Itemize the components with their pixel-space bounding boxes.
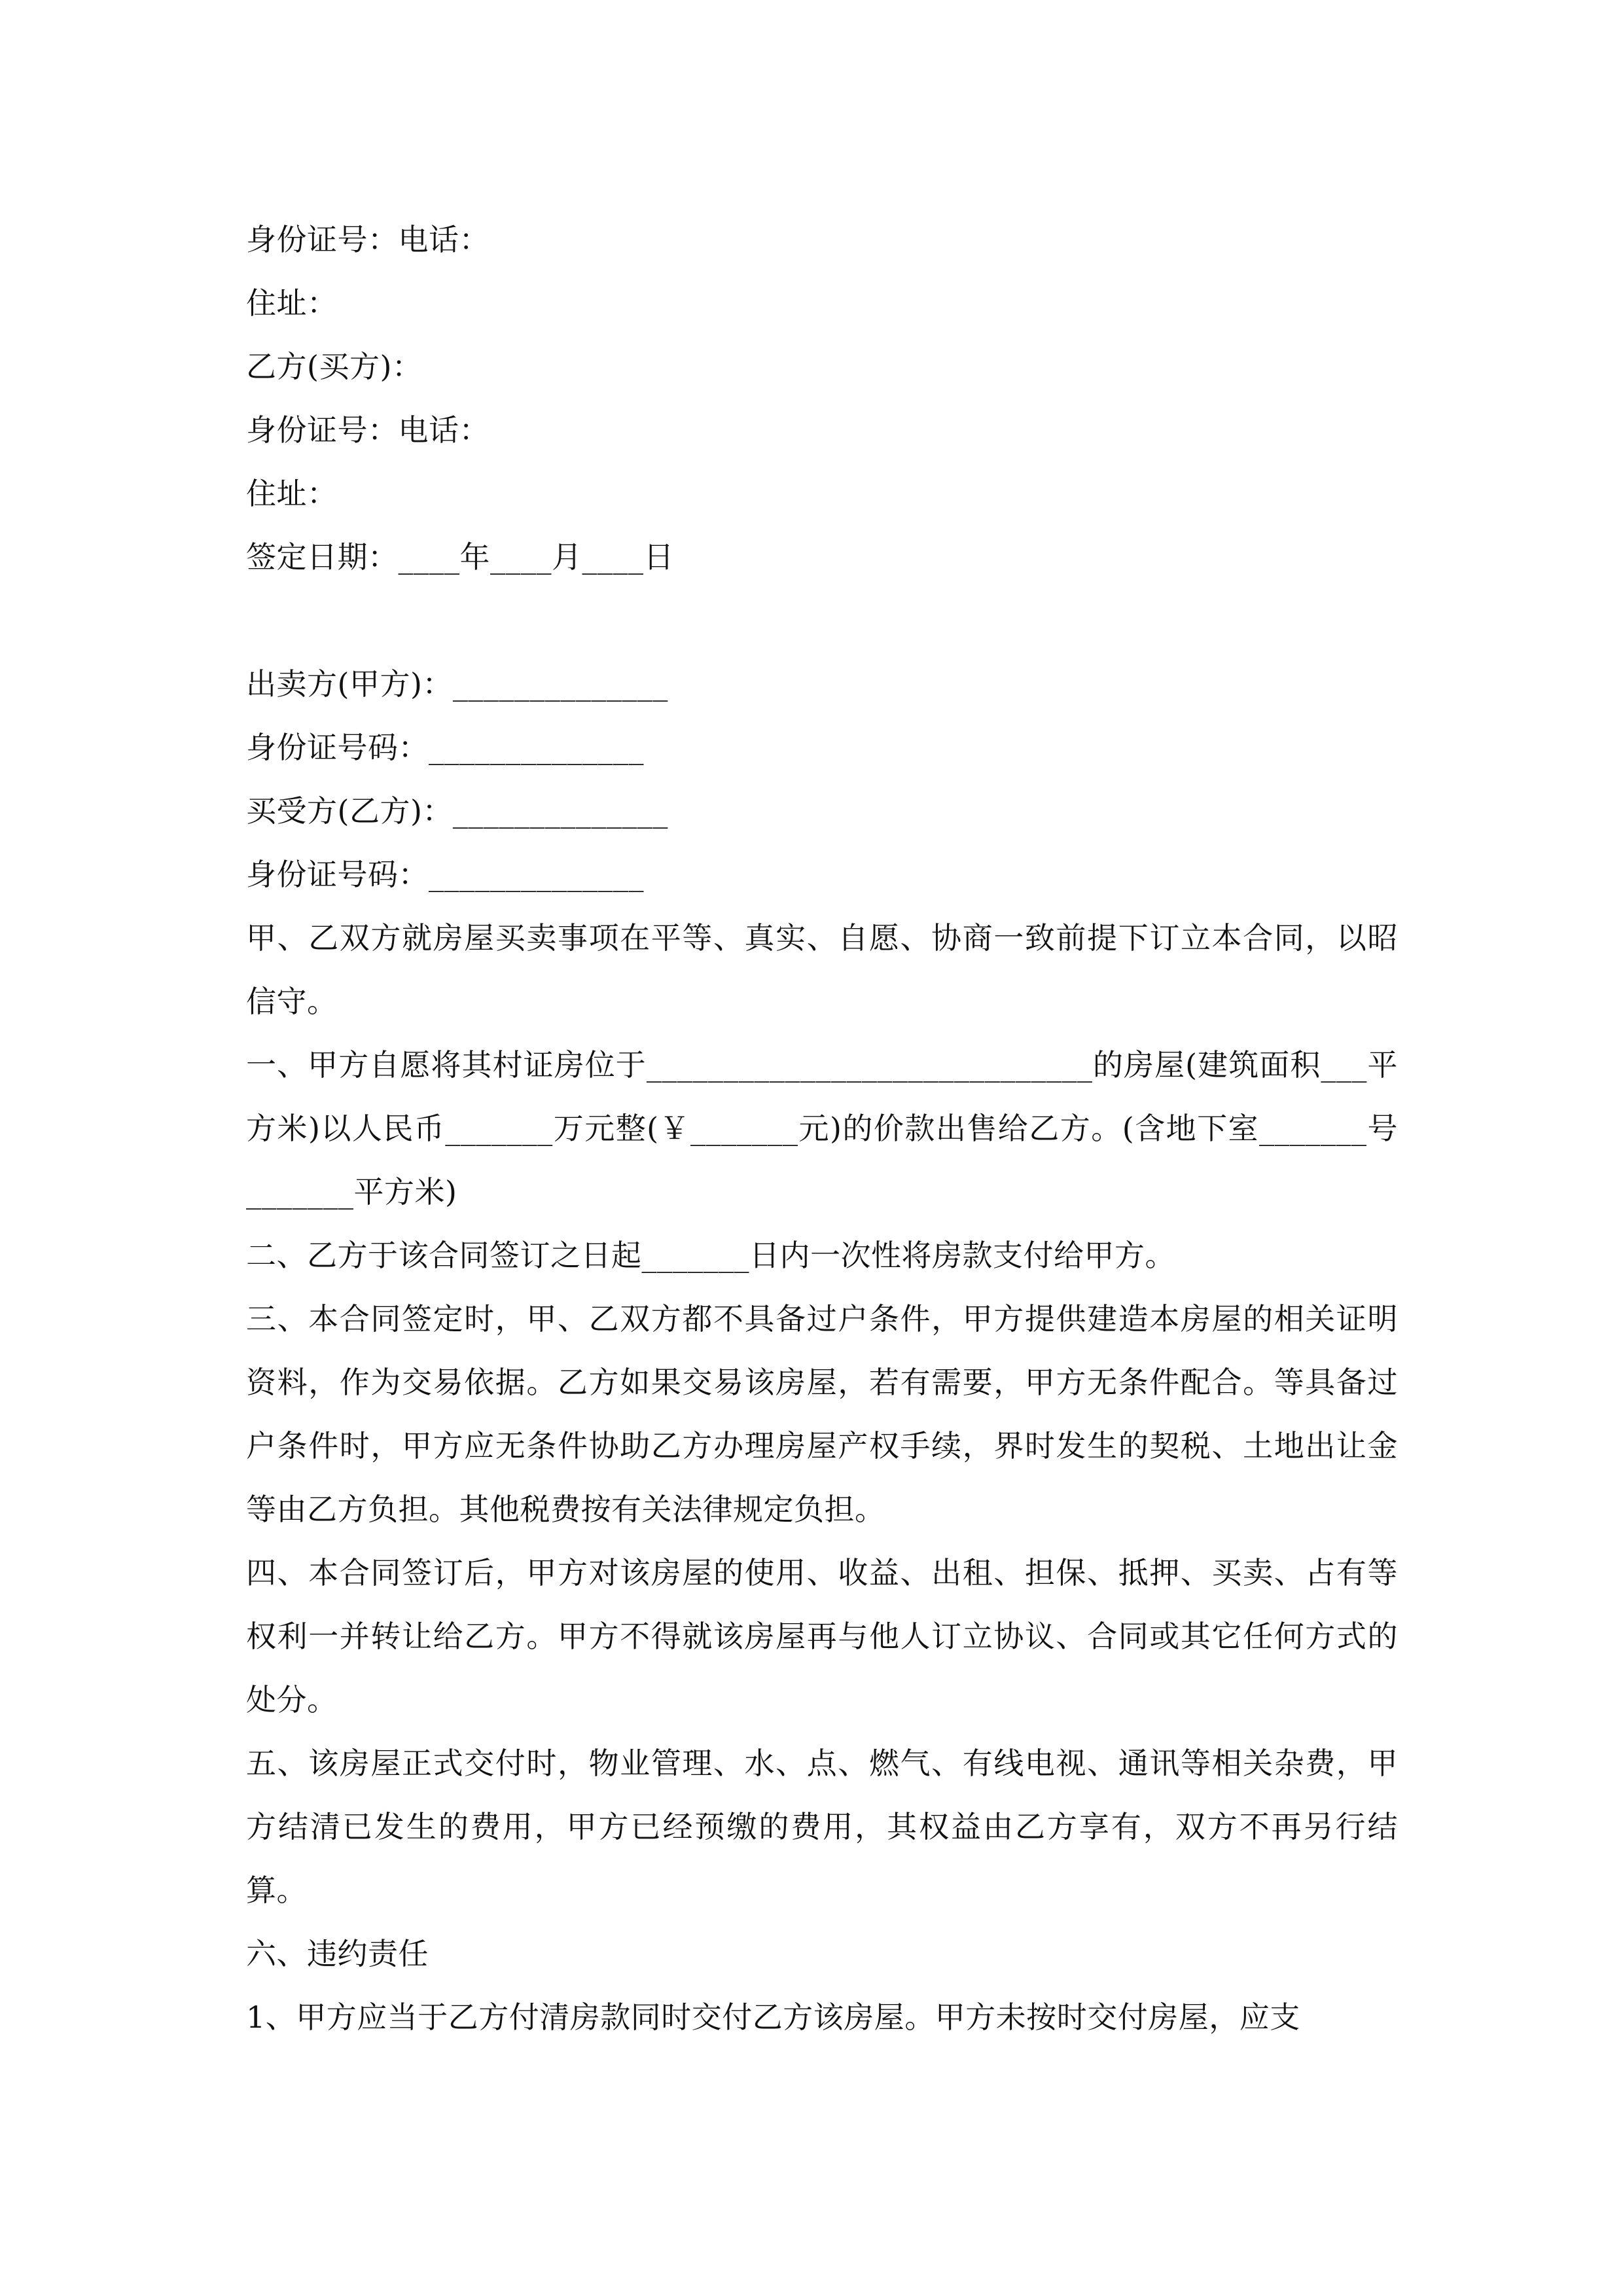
clause-2-paragraph: 二、乙方于该合同签订之日起_______日内一次性将房款支付给甲方。 bbox=[246, 1238, 1175, 1273]
clause-6-item-1-paragraph: 1、甲方应当于乙方付清房款同时交付乙方该房屋。甲方未按时交付房屋，应支 bbox=[246, 2000, 1300, 2035]
buyer-party-line: 买受方(乙方)：______________ bbox=[246, 793, 668, 829]
clause-4-paragraph: 四、本合同签订后，甲方对该房屋的使用、收益、出租、担保、抵押、买卖、占有等权利一并转让给乙方。甲方不得就该房屋再与他人订立协议、合同或其它任何方式的处分。 bbox=[246, 1555, 1398, 1717]
clause-3-paragraph: 三、本合同签定时，甲、乙双方都不具备过户条件，甲方提供建造本房屋的相关证明资料，作为交易依据。乙方如果交易该房屋，若有需要，甲方无条件配合。等具备过户条件时，甲方应无条件协助乙方办理房屋产权手续，界时发生的契税、土地出让金等由乙方负担。其他税费按有关法律规定负担。 bbox=[246, 1301, 1398, 1527]
seller-id-phone-line: 身份证号：电话： bbox=[246, 222, 490, 257]
section-gap bbox=[246, 589, 1398, 653]
seller-party-line: 出卖方(甲方)：______________ bbox=[246, 666, 668, 702]
seller-id-number-line: 身份证号码：______________ bbox=[246, 730, 644, 765]
buyer-id-number-line: 身份证号码：______________ bbox=[246, 857, 644, 892]
sign-date-line: 签定日期：____年____月____日 bbox=[246, 539, 674, 575]
buyer-address-line: 住址： bbox=[246, 476, 338, 511]
clause-5-paragraph: 五、该房屋正式交付时，物业管理、水、点、燃气、有线电视、通讯等相关杂费，甲方结清已发生的费用，甲方已经预缴的费用，其权益由乙方享有，双方不再另行结算。 bbox=[246, 1746, 1398, 1908]
clause-1-paragraph: 一、甲方自愿将其村证房位于_____________________________的房屋(建筑面积___平方米)以人民币_______万元整(￥_______元)的价款出售给乙方。(含地下室_______号_______平方米) bbox=[246, 1047, 1398, 1210]
seller-address-line: 住址： bbox=[246, 285, 338, 321]
buyer-id-phone-line: 身份证号：电话： bbox=[246, 412, 490, 448]
contract-body bbox=[246, 208, 1398, 2049]
buyer-label-line: 乙方(买方)： bbox=[246, 349, 423, 384]
preamble-paragraph: 甲、乙双方就房屋买卖事项在平等、真实、自愿、协商一致前提下订立本合同，以昭信守。 bbox=[246, 920, 1398, 1019]
clause-6-heading: 六、违约责任 bbox=[246, 1936, 429, 1971]
